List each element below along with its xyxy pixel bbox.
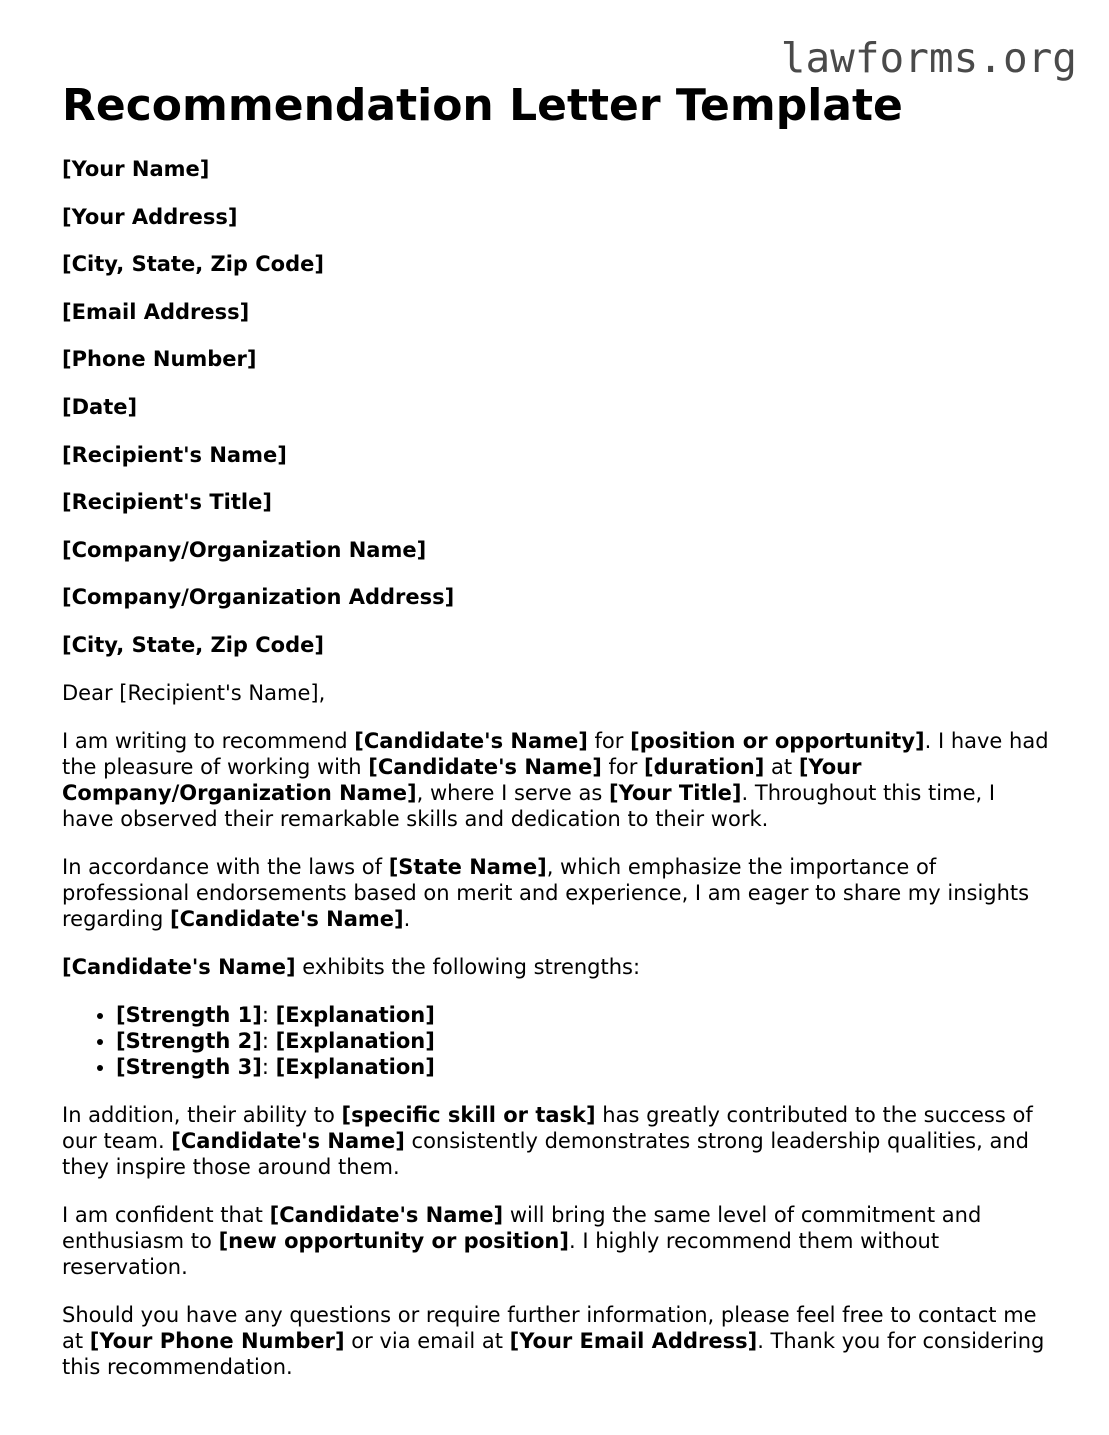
- recipient-title: [Recipient's Title]: [62, 490, 272, 515]
- sender-email: [Email Address]: [62, 299, 250, 324]
- list-item: • [Strength 3]: [Explanation]: [116, 1054, 1052, 1080]
- paragraph-state-law: In accordance with the laws of [State Name], which emphasize the importance of professional endorsements based on merit and experience, I am eager to share my insights regarding [Candidate's Name].: [62, 854, 1030, 931]
- sender-city-state-zip: [City, State, Zip Code]: [62, 252, 324, 277]
- sender-address: [Your Address]: [62, 204, 238, 229]
- paragraph-confidence: I am confident that [Candidate's Name] will bring the same level of commitment and enthusiasm to [new opportunity or position]. I highly recommend them without reservation.: [62, 1202, 982, 1279]
- list-item: • [Strength 2]: [Explanation]: [116, 1028, 1052, 1054]
- strengths-list: [62, 1002, 1052, 1080]
- paragraph-skills: In addition, their ability to [specific skill or task] has greatly contributed to the success of our team. [Candidate's Name] consistently demonstrates strong leadership qualities, and they inspire those around them.: [62, 1102, 1033, 1179]
- sender-phone: [Phone Number]: [62, 347, 257, 372]
- company-name: [Company/Organization Name]: [62, 537, 427, 562]
- sender-name: [Your Name]: [62, 157, 210, 181]
- list-item: • [Strength 1]: [Explanation]: [116, 1002, 1052, 1028]
- site-watermark: lawforms.org: [780, 34, 1077, 82]
- company-city-state-zip: [City, State, Zip Code]: [62, 632, 324, 657]
- paragraph-introduction: I am writing to recommend [Candidate's Name] for [position or opportunity]. I have had the pleasure of working with [Candidate's Name] for [duration] at [Your Company/Organization Name], where I serve as [Your Title]. Throughout this time, I have observed their remarkable skills and dedication to their work.: [62, 728, 1049, 831]
- company-address: [Company/Organization Address]: [62, 585, 455, 610]
- salutation: Dear [Recipient's Name],: [62, 680, 326, 705]
- letter-date: [Date]: [62, 394, 138, 419]
- recipient-name: [Recipient's Name]: [62, 442, 287, 467]
- page-title: Recommendation Letter Template: [62, 80, 903, 131]
- paragraph-closing: Should you have any questions or require further information, please feel free to contact me at [Your Phone Number] or via email at [Your Email Address]. Thank you for considering this recommendation.: [62, 1302, 1045, 1379]
- paragraph-strengths-intro: [Candidate's Name] exhibits the following strengths:: [62, 954, 641, 979]
- letter-header-block: [62, 156, 1052, 658]
- letter-page: [62, 78, 1052, 1402]
